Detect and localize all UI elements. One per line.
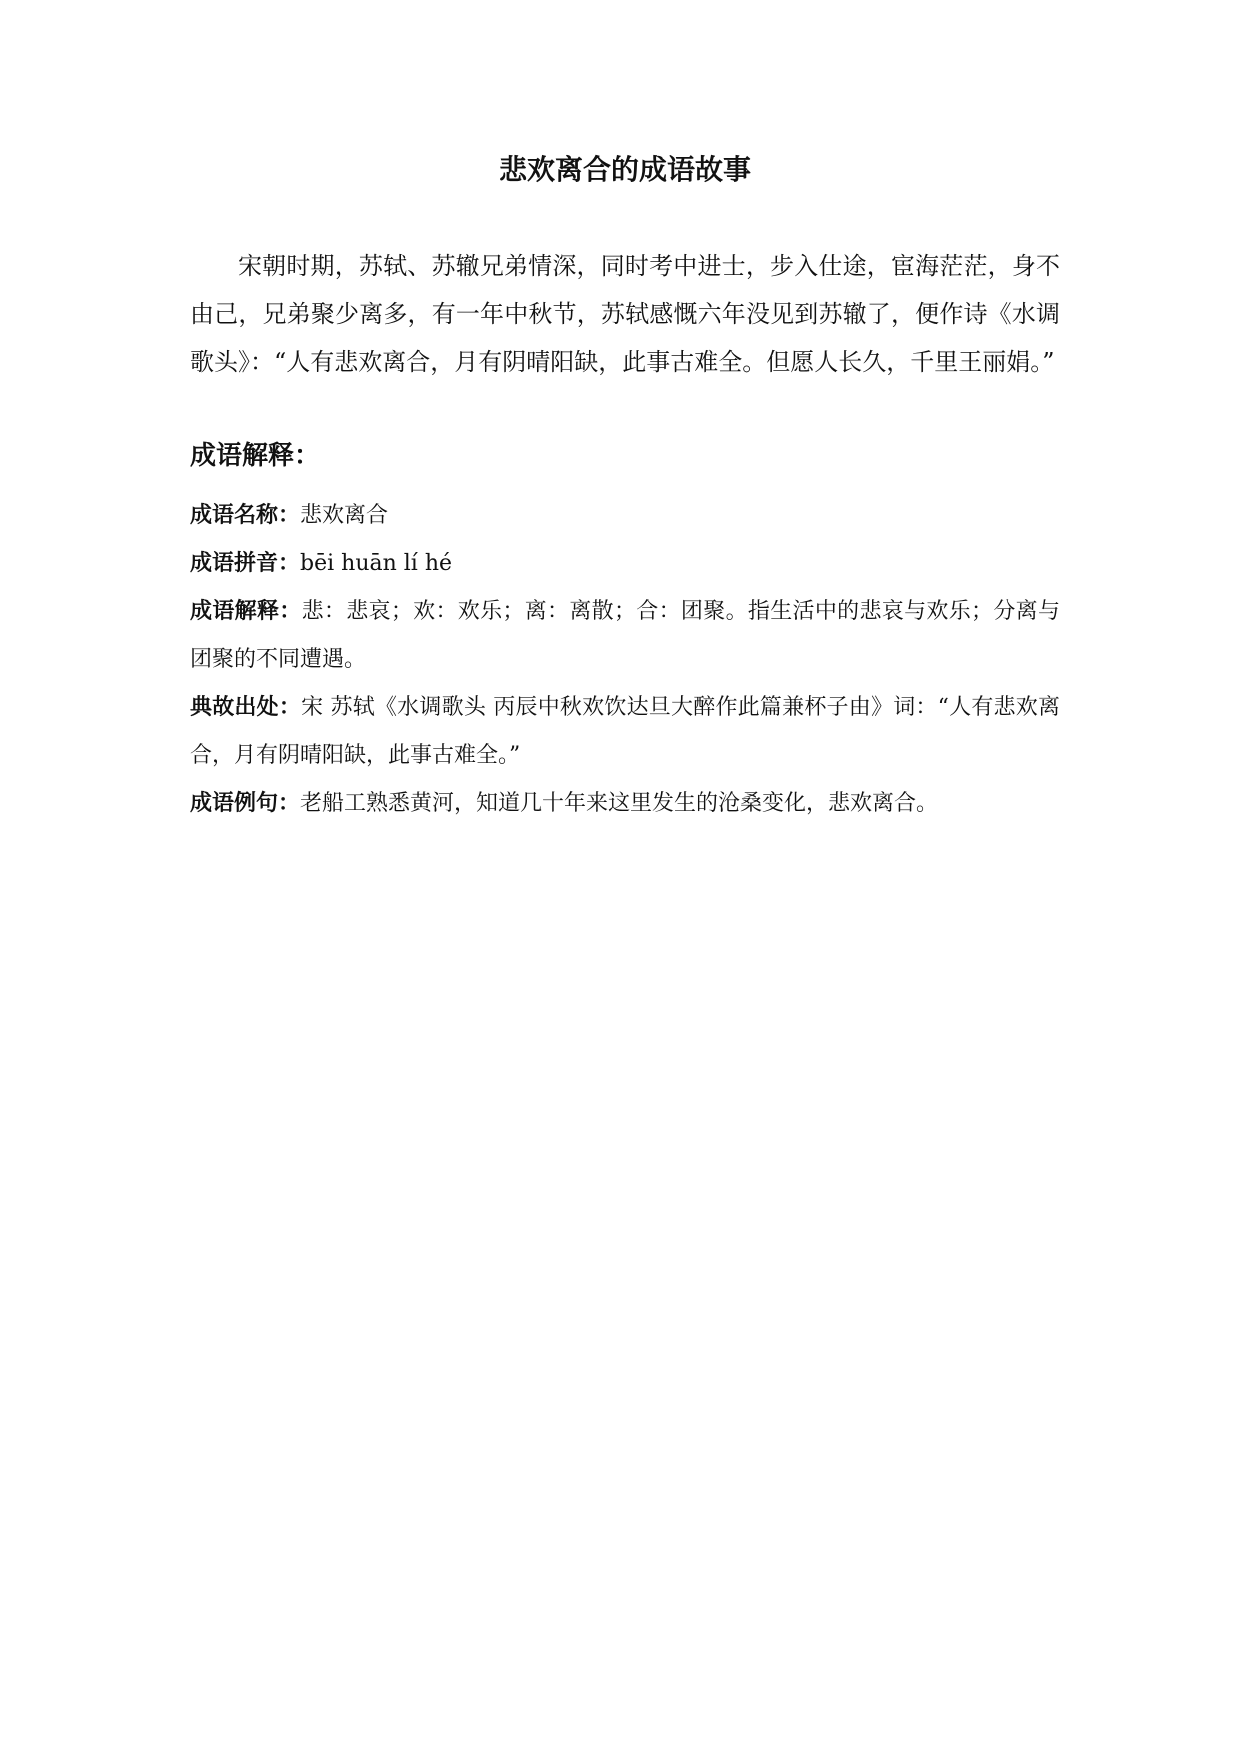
entry-label: 典故出处： xyxy=(190,695,302,720)
entry-label: 成语拼音： xyxy=(190,551,301,576)
entry-source xyxy=(190,684,1060,780)
entry-value: 悲：悲哀；欢：欢乐；离：离散；合：团聚。指生活中的悲哀与欢乐；分离与团聚的不同遭遇。 xyxy=(190,599,1060,672)
entry-value: 悲欢离合 xyxy=(300,503,389,528)
entry-name xyxy=(190,492,1060,540)
entry-label: 成语名称： xyxy=(190,503,301,528)
entry-value: 宋 苏轼《水调歌头 丙辰中秋欢饮达旦大醉作此篇兼杯子由》词：“人有悲欢离合，月有阴晴阳缺，此事古难全。” xyxy=(190,695,1060,768)
entry-explanation xyxy=(190,588,1060,684)
entry-pinyin xyxy=(190,540,1060,588)
section-heading: 成语解释： xyxy=(190,441,321,471)
entry-label: 成语例句： xyxy=(190,791,301,816)
entry-example xyxy=(190,780,1060,828)
story-paragraph: 宋朝时期，苏轼、苏辙兄弟情深，同时考中进士，步入仕途，宦海茫茫，身不由己，兄弟聚少离多，有一年中秋节，苏轼感慨六年没见到苏辙了，便作诗《水调歌头》：“人有悲欢离合，月有阴晴阳缺，此事古难全。但愿人长久，千里王丽娟。” xyxy=(190,252,1060,376)
entry-label: 成语解释： xyxy=(190,599,302,624)
document-title: 悲欢离合的成语故事 xyxy=(498,153,751,186)
entry-value: 老船工熟悉黄河，知道几十年来这里发生的沧桑变化，悲欢离合。 xyxy=(300,791,939,816)
document-page xyxy=(190,150,1060,828)
entry-value: bēi huān lí hé xyxy=(300,551,453,576)
